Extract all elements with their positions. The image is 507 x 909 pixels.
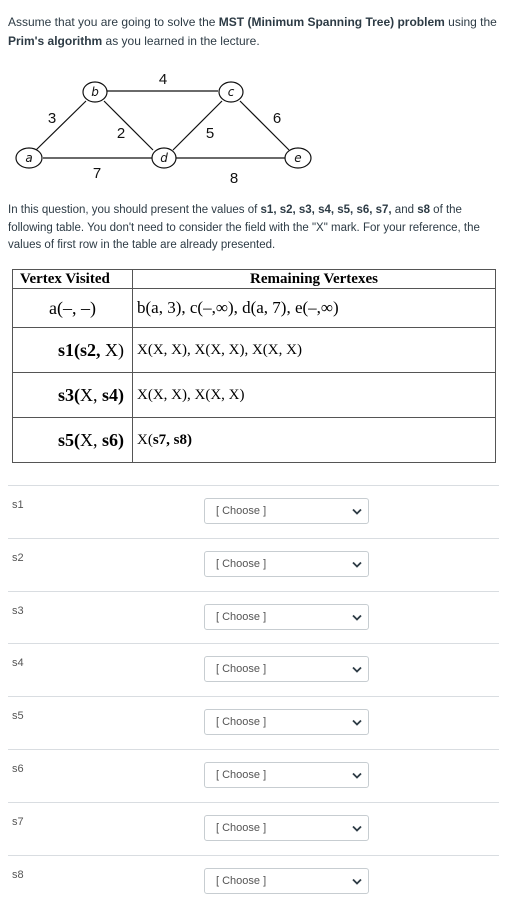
- select-value: [ Choose ]: [216, 874, 267, 887]
- answer-select-s1[interactable]: [204, 498, 369, 524]
- row1-visited: a(–, –): [13, 289, 133, 328]
- answer-label: s2: [12, 551, 24, 564]
- answer-select-s4[interactable]: [204, 656, 369, 682]
- prim-table: [12, 269, 496, 463]
- select-value: [ Choose ]: [216, 821, 267, 834]
- desc-text-1: In this question, you should present the values of: [8, 204, 261, 216]
- row4-visited-mid: X,: [80, 429, 102, 450]
- header-vertex-visited: Vertex Visited: [13, 270, 133, 289]
- intro-bold-prim: Prim's algorithm: [8, 34, 103, 48]
- select-value: [ Choose ]: [216, 663, 267, 676]
- select-value: [ Choose ]: [216, 716, 267, 729]
- question-description: [8, 202, 500, 255]
- answer-row-s6: [8, 749, 499, 803]
- edge-cd: [173, 101, 222, 150]
- answer-select-s3[interactable]: [204, 604, 369, 630]
- desc-text-2: and: [391, 204, 418, 216]
- row2-visited-rest: X): [100, 339, 124, 360]
- weight-de: 8: [229, 170, 239, 187]
- table-row: [13, 418, 496, 463]
- table-row: [13, 289, 496, 328]
- node-label-a: a: [25, 151, 33, 165]
- edge-ab: [36, 101, 86, 150]
- desc-bold-2: s8: [417, 204, 430, 216]
- node-label-d: d: [160, 151, 168, 165]
- graph-diagram: [0, 68, 507, 193]
- intro-bold-mst: MST (Minimum Spanning Tree) problem: [218, 15, 445, 29]
- table-row: [13, 328, 496, 373]
- table-header-row: [13, 270, 496, 289]
- answer-row-s7: [8, 802, 499, 856]
- weight-bd: 2: [116, 125, 126, 142]
- intro-text-2: using the: [444, 15, 497, 29]
- header-remaining-vertexes: Remaining Vertexes: [133, 270, 496, 289]
- chevron-down-icon: [352, 878, 362, 885]
- answer-label: s3: [12, 604, 24, 617]
- desc-bold-1: s1, s2, s3, s4, s5, s6, s7,: [260, 204, 392, 216]
- answer-row-s1: [8, 485, 499, 539]
- row2-visited-bold: s1(s2,: [57, 339, 101, 360]
- row4-visited-bold: s5(: [58, 429, 80, 450]
- row3-visited: [13, 373, 133, 418]
- answer-label: s7: [12, 815, 24, 828]
- intro-text-1: Assume that you are going to solve the: [8, 15, 219, 29]
- table-row: [13, 373, 496, 418]
- intro-text-3: as you learned in the lecture.: [102, 34, 260, 48]
- select-value: [ Choose ]: [216, 557, 267, 570]
- answer-select-s7[interactable]: [204, 815, 369, 841]
- row1-remaining: b(a, 3), c(–,∞), d(a, 7), e(–,∞): [133, 289, 496, 328]
- row2-remaining: X(X, X), X(X, X), X(X, X): [133, 328, 496, 373]
- answer-row-s4: [8, 643, 499, 697]
- row3-visited-bold2: s4): [102, 384, 124, 405]
- answer-label: s6: [12, 763, 24, 775]
- answer-label: s5: [12, 710, 24, 723]
- chevron-down-icon: [352, 666, 362, 673]
- question-intro: [8, 13, 500, 51]
- row2-visited: [13, 328, 133, 373]
- select-value: [ Choose ]: [216, 610, 267, 623]
- weight-ab: 3: [47, 110, 57, 127]
- row4-remaining: [133, 418, 496, 463]
- answer-label: s1: [12, 499, 24, 511]
- row4-remaining-text: X(: [137, 431, 153, 448]
- chevron-down-icon: [352, 561, 362, 568]
- answer-row-s2: [8, 538, 499, 592]
- chevron-down-icon: [352, 614, 362, 621]
- answer-label: s4: [12, 657, 24, 670]
- desc-text-3: of the following table. You don't need to consider the field with the "X" mark. For your reference, the values of first row in the table are already presented.: [8, 204, 480, 251]
- select-value: [ Choose ]: [216, 505, 267, 517]
- answer-row-s3: [8, 591, 499, 645]
- node-label-e: e: [294, 151, 302, 165]
- edge-ce: [240, 101, 289, 150]
- weight-cd: 5: [205, 125, 215, 142]
- select-value: [ Choose ]: [216, 769, 267, 781]
- chevron-down-icon: [352, 772, 362, 779]
- answer-select-s5[interactable]: [204, 709, 369, 735]
- weight-ce: 6: [272, 110, 282, 127]
- row3-visited-bold: s3(: [58, 384, 80, 405]
- chevron-down-icon: [352, 508, 362, 515]
- weight-bc: 4: [158, 71, 168, 88]
- row4-remaining-bold: s7, s8): [152, 431, 192, 448]
- weight-ad: 7: [92, 165, 102, 182]
- node-label-c: c: [227, 85, 235, 99]
- answer-select-s6[interactable]: [204, 762, 369, 788]
- row4-visited-bold2: s6): [102, 429, 124, 450]
- answer-row-s5: [8, 696, 499, 750]
- row3-remaining: X(X, X), X(X, X): [133, 373, 496, 418]
- answer-row-s8: [8, 855, 499, 909]
- chevron-down-icon: [352, 719, 362, 726]
- answer-label: s8: [12, 868, 24, 881]
- node-label-b: b: [91, 85, 99, 99]
- answer-select-s8[interactable]: [204, 868, 369, 894]
- edge-bd: [104, 101, 153, 150]
- row3-visited-mid: X,: [80, 384, 102, 405]
- row4-visited: [13, 418, 133, 463]
- answer-select-s2[interactable]: [204, 551, 369, 577]
- chevron-down-icon: [352, 825, 362, 832]
